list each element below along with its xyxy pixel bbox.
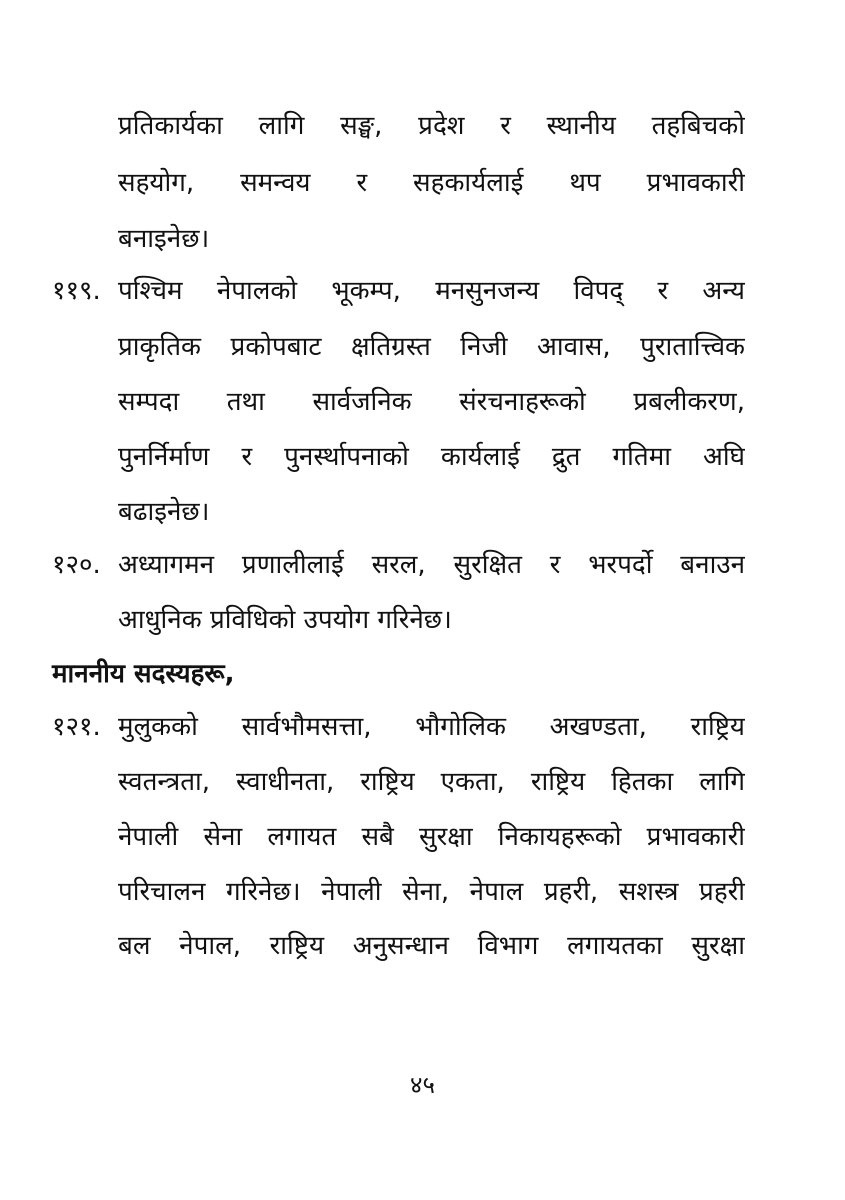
paragraph-120-number: १२०. — [52, 550, 101, 580]
paragraph-118-line-3: बनाइनेछ। — [118, 224, 210, 254]
paragraph-119-number: ११९. — [52, 276, 101, 306]
paragraph-120-line-1: अध्यागमन प्रणालीलाई सरल, सुरक्षित र भरपर्दो बनाउन — [118, 550, 745, 580]
paragraph-121-line-5: बल नेपाल, राष्ट्रिय अनुसन्धान विभाग लगायतका सुरक्षा — [118, 931, 745, 961]
paragraph-119-line-4: पुनर्निर्माण र पुनर्स्थापनाको कार्यलाई द्रुत गतिमा अघि — [118, 442, 745, 472]
paragraph-119-line-1: पश्चिम नेपालको भूकम्प, मनसुनजन्य विपद् र अन्य — [118, 276, 745, 306]
page-number: ४५ — [410, 1071, 435, 1099]
paragraph-119-line-3: सम्पदा तथा सार्वजनिक संरचनाहरूको प्रबलीकरण, — [118, 387, 745, 417]
paragraph-121-line-4: परिचालन गरिनेछ। नेपाली सेना, नेपाल प्रहरी, सशस्त्र प्रहरी — [118, 877, 745, 907]
section-heading: माननीय सदस्यहरू, — [52, 659, 235, 689]
paragraph-120-line-2: आधुनिक प्रविधिको उपयोग गरिनेछ। — [118, 605, 452, 635]
paragraph-118-line-2: सहयोग, समन्वय र सहकार्यलाई थप प्रभावकारी — [118, 168, 745, 198]
paragraph-119-line-5: बढाइनेछ। — [118, 497, 210, 527]
paragraph-119-line-2: प्राकृतिक प्रकोपबाट क्षतिग्रस्त निजी आवास, पुरातात्त्विक — [118, 332, 745, 362]
paragraph-121-line-2: स्वतन्त्रता, स्वाधीनता, राष्ट्रिय एकता, राष्ट्रिय हितका लागि — [118, 767, 745, 797]
paragraph-118-line-1: प्रतिकार्यका लागि सङ्घ, प्रदेश र स्थानीय तहबिचको — [118, 111, 745, 141]
paragraph-121-number: १२१. — [52, 712, 101, 742]
paragraph-121-line-1: मुलुकको सार्वभौमसत्ता, भौगोलिक अखण्डता, राष्ट्रिय — [118, 712, 745, 742]
paragraph-121-line-3: नेपाली सेना लगायत सबै सुरक्षा निकायहरूको प्रभावकारी — [118, 822, 745, 852]
